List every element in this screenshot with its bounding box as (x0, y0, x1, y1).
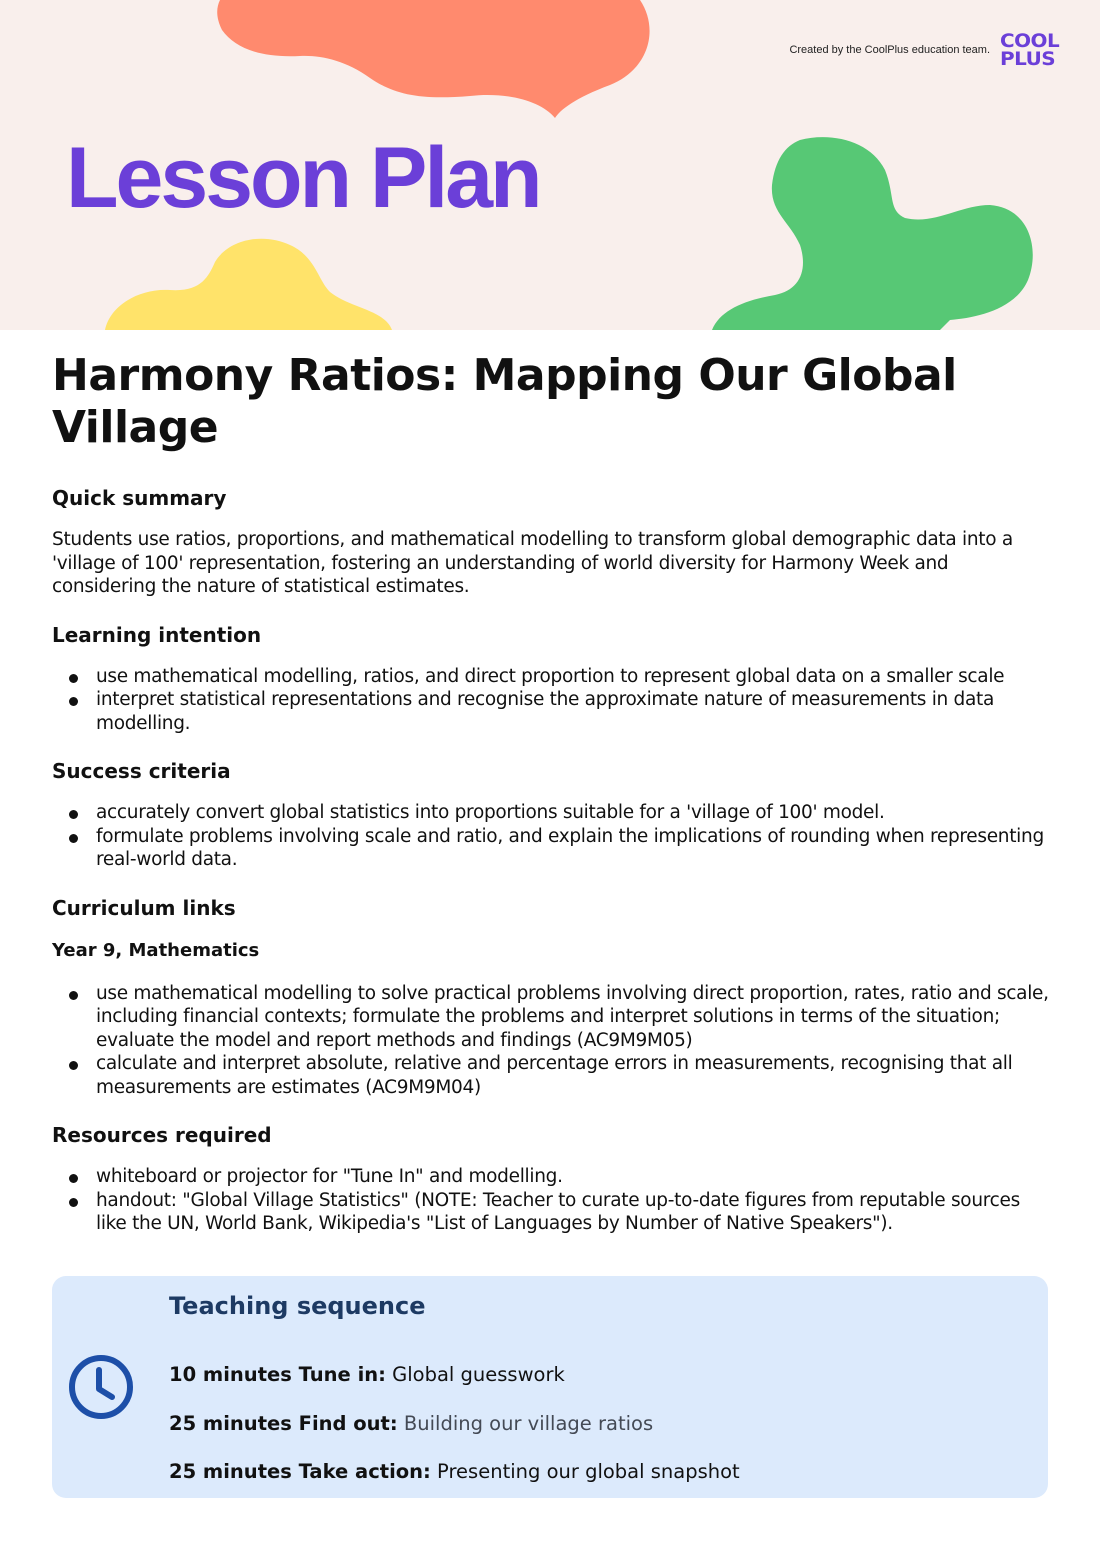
curriculum-links-list (52, 982, 1052, 1100)
success-criteria-heading: Success criteria (52, 759, 231, 783)
teaching-sequence-panel (52, 1276, 1048, 1498)
step-label: 25 minutes Find out: (169, 1412, 398, 1435)
curriculum-links-heading: Curriculum links (52, 895, 236, 920)
logo-line-1: COOL (1000, 30, 1060, 52)
header-banner (0, 0, 1100, 330)
resources-heading: Resources required (52, 1123, 272, 1147)
list-item: handout: "Global Village Statistics" (NOTE: Teacher to curate up-to-date figures from reputable sources like the UN, World Bank, Wikipedia's "List of Languages by Number of Native Speakers"). (52, 1189, 1052, 1236)
step-text: Building our village ratios (403, 1412, 654, 1435)
learning-intention-list (52, 665, 1052, 736)
step-text: Global guesswork (392, 1363, 565, 1386)
logo-line-2: PLUS (1000, 48, 1056, 70)
credit-text: Created by the CoolPlus education team. (789, 44, 990, 56)
lesson-content (52, 350, 1052, 1236)
quick-summary-text: Students use ratios, proportions, and mathematical modelling to transform global demographic data into a 'village of 100' representation, fostering an understanding of world diversity for Harmony Week and considering the nature of statistical estimates. (52, 529, 1013, 597)
sequence-step-take-action (169, 1459, 740, 1485)
resources-list (52, 1165, 1052, 1236)
document-type-title: Lesson Plan (66, 130, 540, 226)
list-item: interpret statistical representations and recognise the approximate nature of measurements in data modelling. (52, 688, 1052, 735)
clock-icon (66, 1352, 136, 1422)
success-criteria-list (52, 801, 1052, 872)
list-item: formulate problems involving scale and ratio, and explain the implications of rounding when representing real-world data. (52, 825, 1052, 872)
orange-blob (217, 0, 649, 118)
quick-summary-heading: Quick summary (52, 486, 227, 510)
learning-intention-heading: Learning intention (52, 622, 262, 647)
sequence-step-find-out (169, 1411, 653, 1437)
list-item: calculate and interpret absolute, relative and percentage errors in measurements, recognising that all measurements are estimates (AC9M9M04) (52, 1052, 1052, 1099)
sequence-step-tune-in (169, 1362, 565, 1388)
list-item: use mathematical modelling to solve practical problems involving direct proportion, rates, ratio and scale, including financial contexts; formulate the problems and interpret solutions in terms of the situation; evaluate the model and report methods and findings (AC9M9M05) (52, 982, 1052, 1053)
list-item: accurately convert global statistics into proportions suitable for a 'village of 100' model. (52, 801, 1052, 825)
yellow-blob (105, 239, 392, 330)
list-item: whiteboard or projector for "Tune In" and modelling. (52, 1165, 1052, 1189)
teaching-sequence-heading: Teaching sequence (169, 1292, 426, 1320)
curriculum-subheading: Year 9, Mathematics (52, 939, 260, 961)
step-text: Presenting our global snapshot (437, 1460, 740, 1483)
list-item: use mathematical modelling, ratios, and direct proportion to represent global data on a smaller scale (52, 665, 1052, 689)
step-label: 10 minutes Tune in: (169, 1363, 386, 1386)
coolplus-logo (1000, 32, 1072, 76)
step-label: 25 minutes Take action: (169, 1460, 431, 1483)
green-blob (712, 137, 1033, 330)
lesson-title: Harmony Ratios: Mapping Our Global Village (52, 350, 957, 453)
